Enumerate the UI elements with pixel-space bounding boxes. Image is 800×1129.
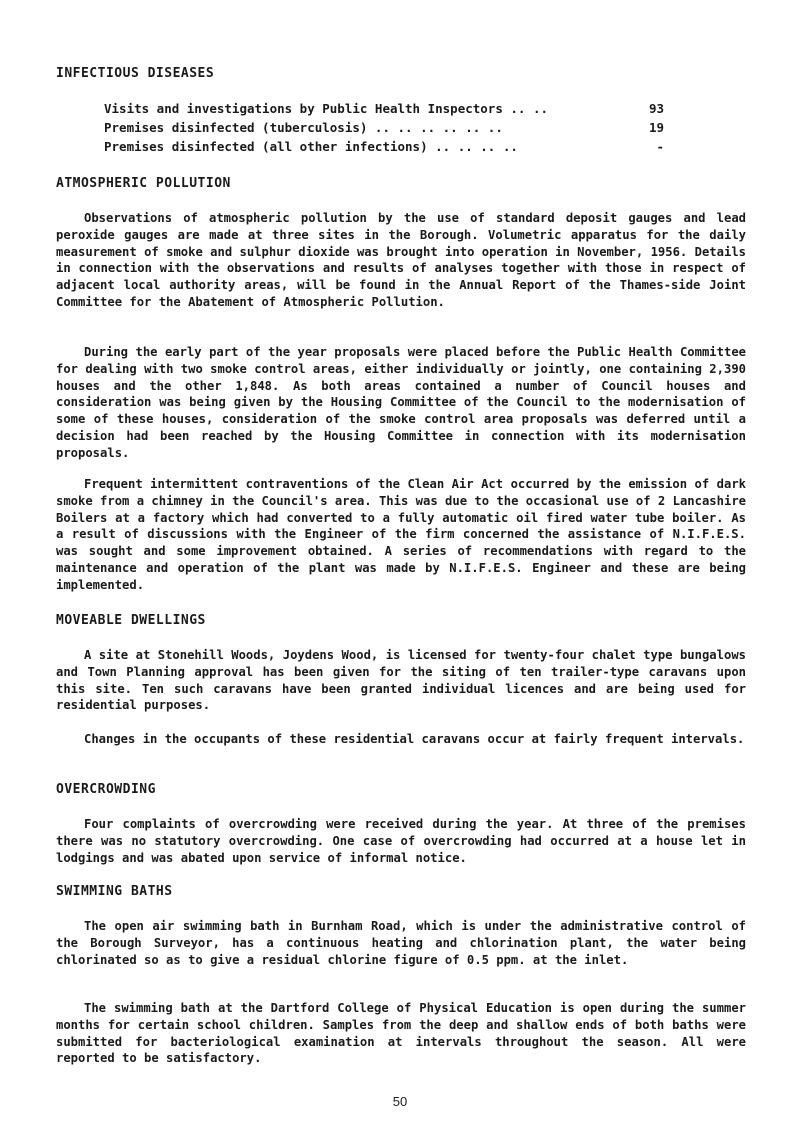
stat-label: Premises disinfected (tuberculosis) .. .. .. .. .. .. (104, 120, 503, 135)
stat-label: Premises disinfected (all other infections) .. .. .. .. (104, 139, 518, 154)
heading-overcrowding: OVERCROWDING (56, 782, 156, 797)
paragraph-text: Four complaints of overcrowding were received during the year. At three of the premises there was no statutory overcrowding. One case of overcrowding had occurred at a house let in lodgings and was abated upon service of informal notice. (56, 817, 746, 865)
paragraph-text: The open air swimming bath in Burnham Road, which is under the administrative control of the Borough Surveyor, has a continuous heating and chlorination plant, the water being chlorinated so as to give a residual chlorine figure of 0.5 ppm. at the inlet. (56, 919, 746, 967)
heading-infectious-diseases: INFECTIOUS DISEASES (56, 66, 215, 81)
paragraph-swimming-1 (56, 918, 746, 968)
paragraph-text: Changes in the occupants of these residential caravans occur at fairly frequent intervals. (84, 732, 745, 746)
paragraph-swimming-2 (56, 1000, 746, 1067)
paragraph-text: A site at Stonehill Woods, Joydens Wood, is licensed for twenty-four chalet type bungalows and Town Planning approval has been given for the siting of ten trailer-type caravans upon this site. Ten such caravans have been granted individual licences and are being used for residential purposes. (56, 648, 746, 713)
paragraph-moveable-1 (56, 647, 746, 714)
stat-value: - (656, 139, 664, 154)
paragraph-atmospheric-1 (56, 210, 746, 311)
heading-atmospheric-pollution: ATMOSPHERIC POLLUTION (56, 176, 231, 191)
heading-swimming-baths: SWIMMING BATHS (56, 884, 173, 899)
paragraph-atmospheric-2 (56, 344, 746, 462)
page-number: 50 (392, 1094, 408, 1109)
paragraph-text: The swimming bath at the Dartford College of Physical Education is open during the summer months for certain school children. Samples from the deep and shallow ends of both baths were submitted for bacteriological examination at intervals throughout the season. All were reported to be satisfactory. (56, 1001, 746, 1066)
paragraph-overcrowding-1 (56, 816, 746, 866)
stat-value: 93 (648, 101, 664, 116)
stat-label: Visits and investigations by Public Health Inspectors .. .. (104, 101, 549, 116)
paragraph-moveable-2 (56, 731, 746, 748)
paragraph-atmospheric-3 (56, 476, 746, 594)
heading-moveable-dwellings: MOVEABLE DWELLINGS (56, 613, 206, 628)
stat-value: 19 (648, 120, 664, 135)
paragraph-text: Frequent intermittent contraventions of the Clean Air Act occurred by the emission of dark smoke from a chimney in the Council's area. This was due to the occasional use of 2 Lancashire Boilers at a factory which had converted to a fully automatic oil fired water tube boiler. As a result of discussions with the Engineer of the firm concerned the assistance of N.I.F.E.S. was sought and some improvement obtained. A series of recommendations with regard to the maintenance and operation of the plant was made by N.I.F.E.S. Engineer and these are being implemented. (56, 477, 746, 592)
paragraph-text: During the early part of the year proposals were placed before the Public Health Committee for dealing with two smoke control areas, either individually or jointly, one containing 2,390 houses and the other 1,848. As both areas contained a number of Council houses and consideration was being given by the Housing Committee of the Council to the modernisation of some of these houses, consideration of the smoke control area proposals was deferred until a decision had been reached by the Housing Committee in connection with its modernisation proposals. (56, 345, 746, 460)
paragraph-text: Observations of atmospheric pollution by the use of standard deposit gauges and lead peroxide gauges are made at three sites in the Borough. Volumetric apparatus for the daily measurement of smoke and sulphur dioxide was brought into operation in November, 1956. Details in connection with the observations and results of analyses together with those in respect of adjacent local authority areas, will be found in the Annual Report of the Thames-side Joint Committee for the Abatement of Atmospheric Pollution. (56, 211, 746, 309)
